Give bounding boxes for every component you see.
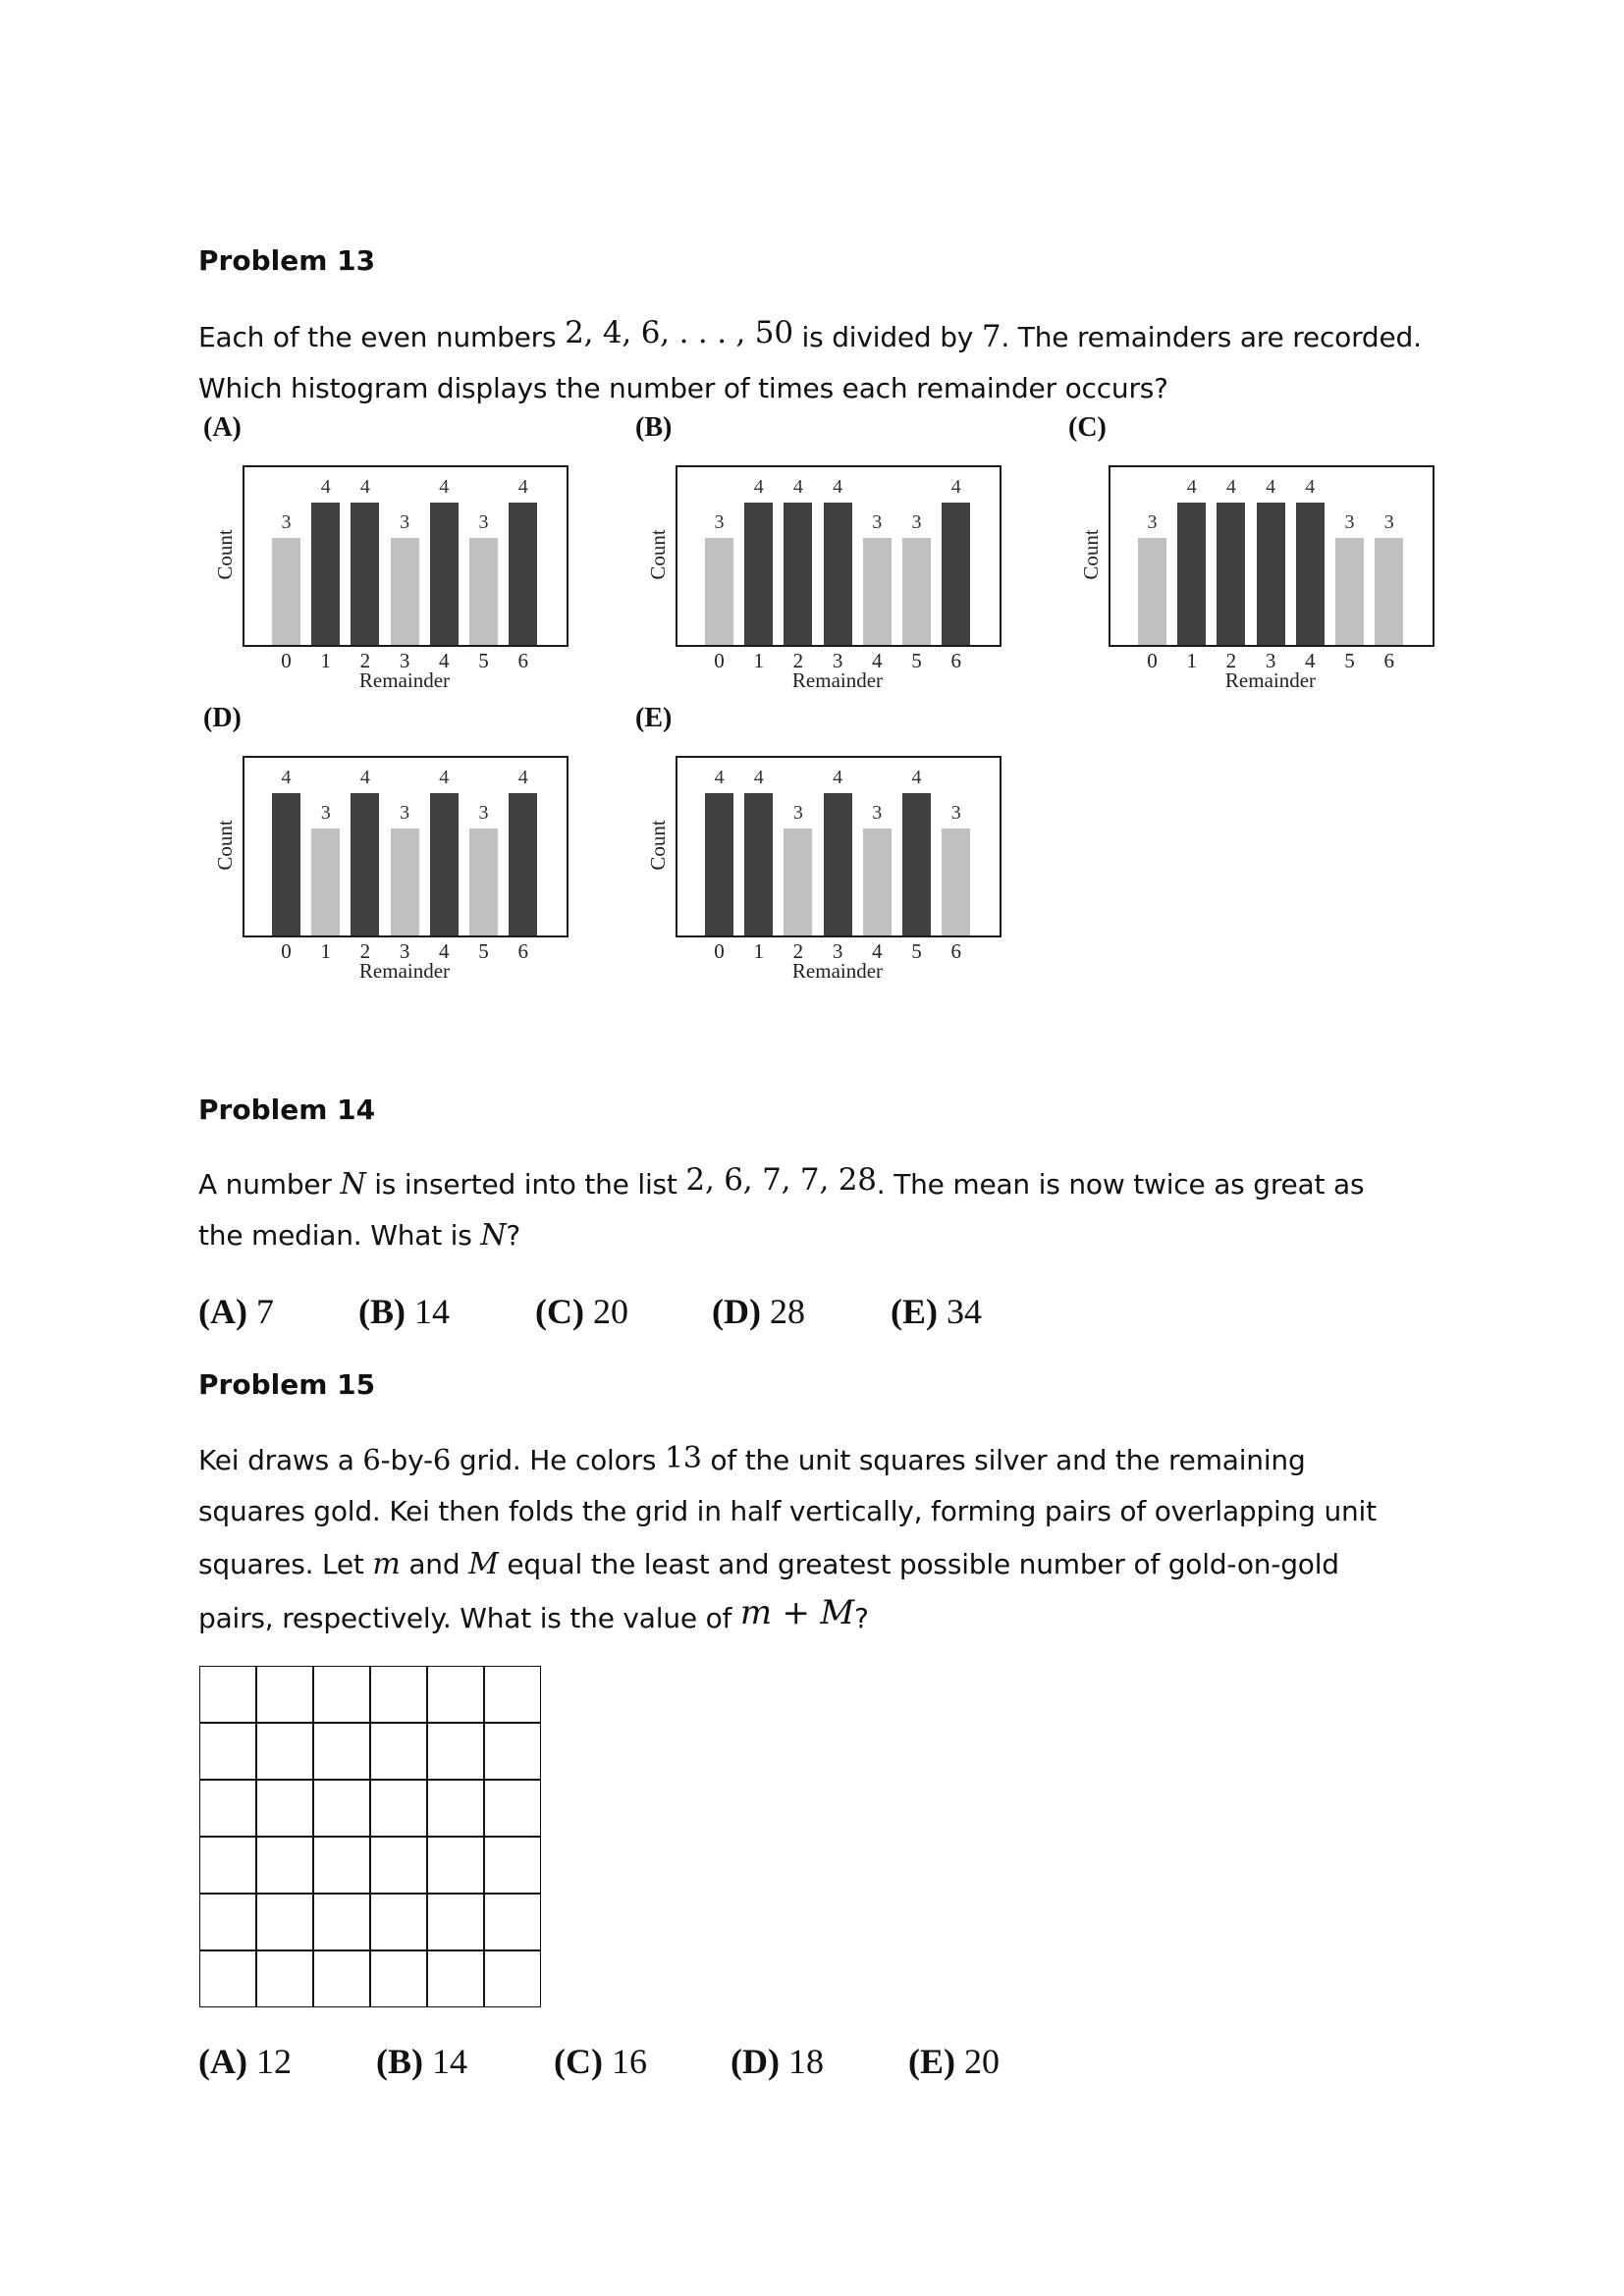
x-tick-label: 3 [832,939,843,963]
histogram-bar [272,793,300,935]
text: A number [198,1168,341,1201]
text: equal the least and greatest possible number of gold-on-gold [498,1548,1339,1580]
math-variable-n: N [340,1167,366,1201]
grid-cell [427,1723,484,1780]
histogram-bar [1138,538,1166,645]
math-number: 13 [664,1441,702,1475]
answer-value: 7 [255,1292,274,1331]
answer-value: 12 [255,2042,292,2081]
answer-label: (E) [891,1292,938,1331]
bar-value-label: 4 [833,476,843,498]
bar-value-label: 4 [359,476,370,498]
histogram-bar [509,503,537,645]
histogram-bar [469,538,498,645]
text: Each of the even numbers [198,321,566,353]
text: is divided by [792,321,982,353]
histogram-bar [391,538,419,645]
grid-cell [256,1666,313,1723]
bar-value-label: 4 [911,767,922,788]
bar-value-label: 3 [400,511,410,533]
grid-cell [199,1666,256,1723]
bar-value-label: 4 [439,767,450,788]
grid-cell [199,1894,256,1950]
bar-value-label: 4 [1186,476,1197,498]
bar-value-label: 3 [792,802,803,824]
bar-value-label: 4 [753,767,764,788]
text: ? [506,1219,521,1252]
answer-value: 16 [611,2042,647,2081]
math-sequence: 2, 4, 6, . . . , 50 [565,315,793,350]
grid-cell [256,1723,313,1780]
histogram-bar [942,828,970,935]
x-tick-label: 5 [478,649,489,672]
x-axis-label: Remainder [791,668,884,692]
problem-13-line-2: Which histogram displays the number of times each remainder occurs? [198,372,1168,404]
grid-cell [484,1723,541,1780]
math-divisor: 7 [981,319,1001,354]
answer-choice-d[interactable] [731,2040,824,2083]
grid-cell [370,1780,427,1837]
grid-cell [427,1666,484,1723]
text: pairs, respectively. What is the value of [198,1602,740,1634]
histogram-bar [863,828,892,935]
bar-value-label: 4 [281,767,292,788]
text: . The mean is now twice as great as [876,1168,1365,1201]
answer-choice-b[interactable] [358,1290,450,1333]
grid-cell [313,1894,370,1950]
x-tick-label: 3 [1265,649,1276,672]
x-tick-label: 0 [281,939,292,963]
x-tick-label: 1 [753,649,764,672]
bar-value-label: 3 [911,511,922,533]
math-variable-M: M [468,1547,499,1581]
histogram-bar [311,503,340,645]
answer-label: (C) [554,2042,603,2081]
bar-value-label: 3 [1383,511,1394,533]
x-tick-label: 6 [950,939,961,963]
x-tick-label: 2 [1225,649,1237,672]
problem-14-line-1 [198,1162,1365,1201]
bar-value-label: 4 [439,476,450,498]
math-list: 2, 6, 7, 7, 28 [685,1162,877,1198]
answer-choice-a[interactable] [198,2040,292,2083]
text: squares. Let [198,1548,373,1580]
bar-value-label: 3 [400,802,410,824]
problem-13-line-1 [198,315,1422,354]
histogram-bar [784,828,812,935]
text: the median. What is [198,1219,481,1252]
grid-cell [199,1780,256,1837]
bar-value-label: 4 [517,767,528,788]
histogram-bar [705,793,733,935]
histogram-bar [1257,503,1285,645]
bar-value-label: 4 [753,476,764,498]
answer-choice-c[interactable] [535,1290,628,1333]
histogram-bar [311,828,340,935]
bar-value-label: 4 [359,767,370,788]
x-tick-label: 6 [950,649,961,672]
problem-14-answers [198,1290,1082,1333]
y-axis-label: Count [213,529,237,580]
x-tick-label: 4 [1305,649,1316,672]
problem-15-line-4 [198,1593,869,1635]
grid-cell [199,1950,256,2007]
x-tick-label: 5 [911,649,922,672]
histogram-bar [1177,503,1206,645]
answer-value: 14 [432,2042,467,2081]
grid-cell [256,1837,313,1894]
option-a-label: (A) [203,412,242,443]
grid-cell [427,1894,484,1950]
bar-value-label: 4 [714,767,725,788]
y-axis-label: Count [646,529,670,580]
text: grid. He colors [451,1444,665,1476]
grid-cell [370,1950,427,2007]
x-tick-label: 1 [320,649,331,672]
answer-label: (A) [198,1292,247,1331]
histogram-a [213,465,567,711]
histogram-bar [863,538,892,645]
option-e-label: (E) [635,703,673,733]
x-axis-label: Remainder [791,959,884,983]
histogram-bar [902,793,931,935]
bar-value-label: 3 [1344,511,1355,533]
x-tick-label: 2 [792,939,804,963]
histogram-bar [351,503,379,645]
grid-cell [199,1837,256,1894]
bar-value-label: 4 [1225,476,1236,498]
x-axis-label: Remainder [358,668,451,692]
problem-15-answers [198,2040,1082,2083]
option-d-label: (D) [203,703,242,733]
math-variable-n: N [480,1218,507,1253]
grid-cell [313,1723,370,1780]
grid-cell [256,1950,313,2007]
grid-cell [370,1894,427,1950]
histogram-bar [1335,538,1364,645]
grid-cell [484,1780,541,1837]
text: -by- [380,1444,433,1476]
x-tick-label: 2 [359,649,371,672]
histogram-e [646,756,1000,1001]
y-axis-label: Count [646,820,670,871]
x-tick-label: 2 [792,649,804,672]
histogram-bar [391,828,419,935]
histogram-bar [824,793,852,935]
bar-value-label: 3 [320,802,331,824]
x-tick-label: 3 [399,649,410,672]
answer-label: (A) [198,2042,247,2081]
grid-cell [427,1950,484,2007]
text: ? [854,1602,869,1634]
bar-value-label: 4 [1266,476,1276,498]
bar-value-label: 4 [792,476,803,498]
answer-label: (C) [535,1292,584,1331]
answer-choice-a[interactable] [198,1290,274,1333]
x-tick-label: 4 [439,939,450,963]
x-tick-label: 0 [714,649,725,672]
text: . The remainders are recorded. [1001,321,1422,353]
histogram-bar [509,793,537,935]
grid-cell [484,1894,541,1950]
option-b-label: (B) [635,412,673,443]
grid-cell [370,1666,427,1723]
x-tick-label: 6 [517,649,528,672]
answer-label: (B) [358,1292,406,1331]
histogram-bar [942,503,970,645]
histogram-bar [744,793,773,935]
text: is inserted into the list [365,1168,686,1201]
histogram-bar [1296,503,1325,645]
y-axis-label: Count [1079,529,1103,580]
problem-14-title: Problem 14 [198,1094,376,1126]
answer-value: 34 [947,1292,982,1331]
x-tick-label: 1 [753,939,764,963]
histogram-bar [784,503,812,645]
answer-value: 20 [964,2042,1000,2081]
bar-value-label: 4 [320,476,331,498]
answer-choice-e[interactable] [908,2040,1000,2083]
histogram-b [646,465,1000,711]
bar-value-label: 4 [833,767,843,788]
x-tick-label: 1 [320,939,331,963]
text: Kei draws a [198,1444,363,1476]
x-tick-label: 3 [399,939,410,963]
x-tick-label: 0 [1147,649,1158,672]
x-tick-label: 4 [872,649,883,672]
bar-value-label: 3 [872,802,883,824]
problem-13-title: Problem 13 [198,244,376,277]
histogram-bar [430,503,459,645]
answer-value: 28 [769,1292,805,1331]
grid-cell [199,1723,256,1780]
x-tick-label: 5 [1344,649,1355,672]
bar-value-label: 4 [950,476,961,498]
grid-cell [484,1666,541,1723]
x-tick-label: 6 [517,939,528,963]
x-tick-label: 3 [832,649,843,672]
problem-15-line-3 [198,1548,1339,1581]
answer-choice-e[interactable] [891,1290,982,1333]
answer-choice-b[interactable] [376,2040,467,2083]
histogram-c [1079,465,1433,711]
bar-value-label: 3 [478,511,489,533]
x-tick-label: 1 [1186,649,1197,672]
histogram-d [213,756,567,1001]
x-tick-label: 4 [439,649,450,672]
histogram-bar [824,503,852,645]
answer-choice-c[interactable] [554,2040,647,2083]
histogram-bar [744,503,773,645]
grid-cell [313,1780,370,1837]
math-number: 6 [432,1443,452,1476]
grid-cell [256,1894,313,1950]
x-tick-label: 0 [714,939,725,963]
x-tick-label: 5 [911,939,922,963]
histogram-bar [902,538,931,645]
text: of the unit squares silver and the remaining [701,1444,1306,1476]
math-variable-m: m [372,1547,401,1581]
histogram-bar [272,538,300,645]
x-tick-label: 0 [281,649,292,672]
x-tick-label: 6 [1383,649,1394,672]
bar-value-label: 3 [478,802,489,824]
x-tick-label: 2 [359,939,371,963]
answer-choice-d[interactable] [712,1290,805,1333]
grid-cell [427,1837,484,1894]
grid-cell [427,1780,484,1837]
problem-15-title: Problem 15 [198,1368,376,1401]
text: and [400,1548,469,1580]
x-tick-label: 4 [872,939,883,963]
grid-cell [313,1837,370,1894]
grid-cell [370,1837,427,1894]
grid-cell [484,1950,541,2007]
answer-label: (E) [908,2042,955,2081]
bar-value-label: 3 [1147,511,1158,533]
answer-value: 14 [414,1292,450,1331]
bar-value-label: 4 [517,476,528,498]
six-by-six-grid [199,1666,541,2007]
histogram-bar [1217,503,1245,645]
answer-value: 20 [592,1292,628,1331]
grid-cell [256,1780,313,1837]
bar-value-label: 3 [872,511,883,533]
problem-15-line-2: squares gold. Kei then folds the grid in half vertically, forming pairs of overlapping unit [198,1495,1377,1527]
answer-label: (D) [712,1292,761,1331]
grid-cell [313,1950,370,2007]
histogram-bar [469,828,498,935]
answer-label: (B) [376,2042,423,2081]
histogram-bar [351,793,379,935]
bar-value-label: 3 [950,802,961,824]
grid-cell [370,1723,427,1780]
option-c-label: (C) [1068,412,1107,443]
y-axis-label: Count [213,820,237,871]
histogram-bar [705,538,733,645]
bar-value-label: 3 [281,511,292,533]
answer-label: (D) [731,2042,780,2081]
math-number: 6 [362,1443,381,1476]
histogram-bar [430,793,459,935]
problem-15-line-1 [198,1443,1306,1477]
bar-value-label: 3 [714,511,725,533]
math-expression: m + M [739,1593,855,1632]
x-axis-label: Remainder [1224,668,1317,692]
grid-cell [484,1837,541,1894]
x-axis-label: Remainder [358,959,451,983]
answer-value: 18 [787,2042,824,2081]
grid-cell [313,1666,370,1723]
problem-14-line-2 [198,1219,520,1253]
bar-value-label: 4 [1305,476,1316,498]
x-tick-label: 5 [478,939,489,963]
histogram-bar [1375,538,1403,645]
